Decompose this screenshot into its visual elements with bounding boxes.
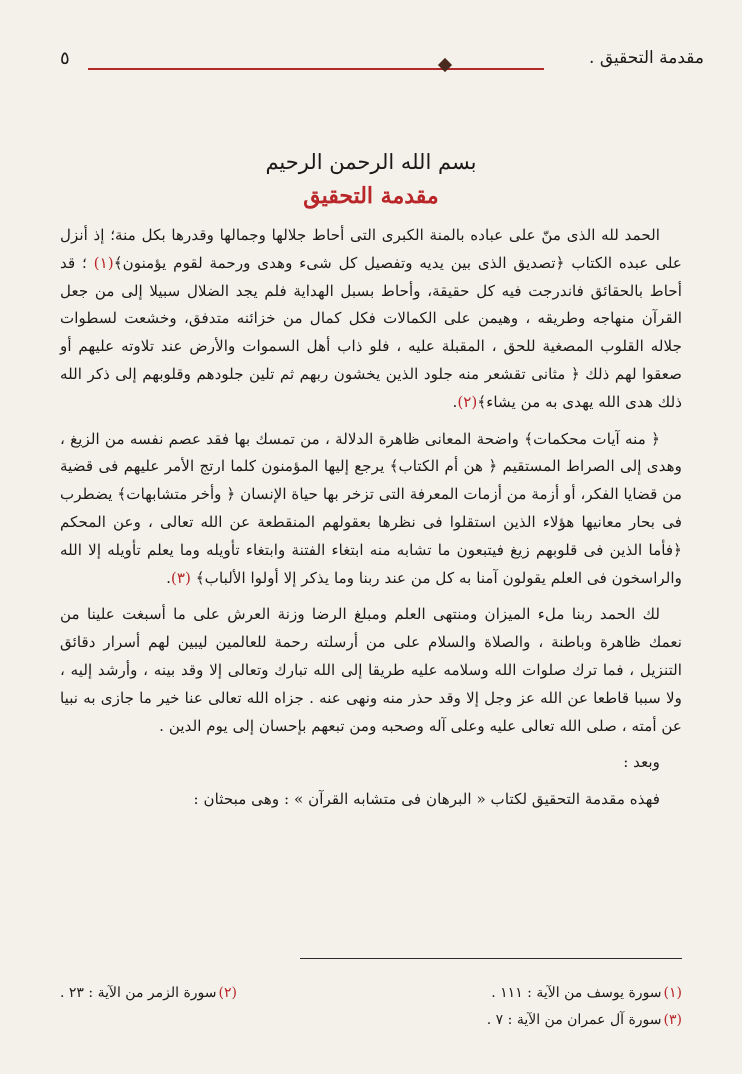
- header-rule: [88, 68, 544, 70]
- basmala: بسم الله الرحمن الرحيم: [265, 150, 477, 174]
- intro-line: فهذه مقدمة التحقيق لكتاب « البرهان فى متشابه القرآن » : وهى مبحثان :: [193, 790, 660, 809]
- footnote-ref-3: (٣): [170, 568, 196, 587]
- page-number: ٥: [60, 48, 70, 69]
- running-title: مقدمة التحقيق .: [589, 48, 704, 68]
- footnote-ref-1: (١): [93, 253, 114, 272]
- wa-baad: وبعد :: [623, 753, 660, 772]
- footnote-1: (١)سورة يوسف من الآية : ١١١ .: [491, 985, 682, 1001]
- footnote-3: (٣)سورة آل عمران من الآية : ٧ .: [486, 1012, 682, 1028]
- footnote-row: [60, 1007, 682, 1034]
- footnote-row: [60, 980, 682, 1007]
- footnote-rule: [300, 958, 682, 959]
- page-header: [60, 38, 704, 78]
- section-title: مقدمة التحقيق: [303, 183, 439, 209]
- main-text: [60, 222, 682, 823]
- paragraph-1: الحمد لله الذى منّ على عباده بالمنة الكبرى التى أحاط جلالها وجمالها وقدرها بكل منة؛ إذ أنزل على عبده الكتاب ﴿تصديق الذى بين يديه وتفصيل كل شىء وهدى ورحمة لقوم يؤمنون﴾(١) ؛ قد أحاط بالحقائق فاندرجت فيه كل حقيقة، وأحاط بسبل الهداية فلم يجد الضلال سبيلا إلى من جعل القرآن منهاجه وطريقه ، وهيمن على الكمالات فكل كمال من خزائنه متدفق، وخشعت لسطوات جلاله القلوب المصغية للحق ، المقبلة عليه ، فلو ذاب أهل السموات والأرض عند تلاوته عليهم أو صعقوا لهم ذلك ﴿ مثانى تقشعر منه جلود الذين يخشون ربهم ثم تلين جلودهم وقلوبهم إلى ذكر الله ذلك هدى الله يهدى به من يشاء﴾(٢).: [60, 226, 682, 411]
- footnote-2: (٢)سورة الزمر من الآية : ٢٣ .: [60, 985, 237, 1001]
- paragraph-3: لك الحمد ربنا ملء الميزان ومنتهى العلم ومبلغ الرضا وزنة العرش على ما أسبغت علينا من نعمك ظاهرة وباطنة ، والصلاة والسلام على من أرسلته رحمة للعالمين ليبين لهم أسرار دقائق التنزيل ، فما ترك صلوات الله وسلامه عليه طريقا إلى الله تبارك وتعالى إلا وقد بينه ، وأرشد إليه ، ولا سببا قاطعا عن الله عز وجل إلا وقد حذر منه ونهى عنه . جزاه الله تعالى عنا خير ما جازى به نبيا عن أمته ، صلى الله تعالى عليه وعلى آله وصحبه ومن تبعهم بإحسان إلى يوم الدين .: [60, 605, 682, 735]
- paragraph-2: ﴿ منه آيات محكمات﴾ واضحة المعانى ظاهرة الدلالة ، من تمسك بها فقد عصم نفسه من الزيغ ، وهدى إلى الصراط المستقيم ﴿ هن أم الكتاب﴾ يرجع إليها المؤمنون كلما ارتج الأمر عليهم فى قضية من قضايا الفكر، أو أزمة من أزمات المعرفة التى تزخر بها حياة الإنسان ﴿ وأخر متشابهات﴾ يضطرب فى بحار معانيها هؤلاء الذين استقلوا فى نظرها بعقولهم المنقطعة عن الله تعالى ، وعن المحكم ﴿فأما الذين فى قلوبهم زيغ فيتبعون ما تشابه منه ابتغاء الفتنة وابتغاء تأويله وما يعلم تأويله إلا الله والراسخون فى العلم يقولون آمنا به كل من عند ربنا وما يذكر إلا أولوا الألباب﴾ (٣).: [60, 429, 682, 587]
- footnote-ref-2: (٢): [457, 392, 478, 411]
- footnotes: [60, 980, 682, 1034]
